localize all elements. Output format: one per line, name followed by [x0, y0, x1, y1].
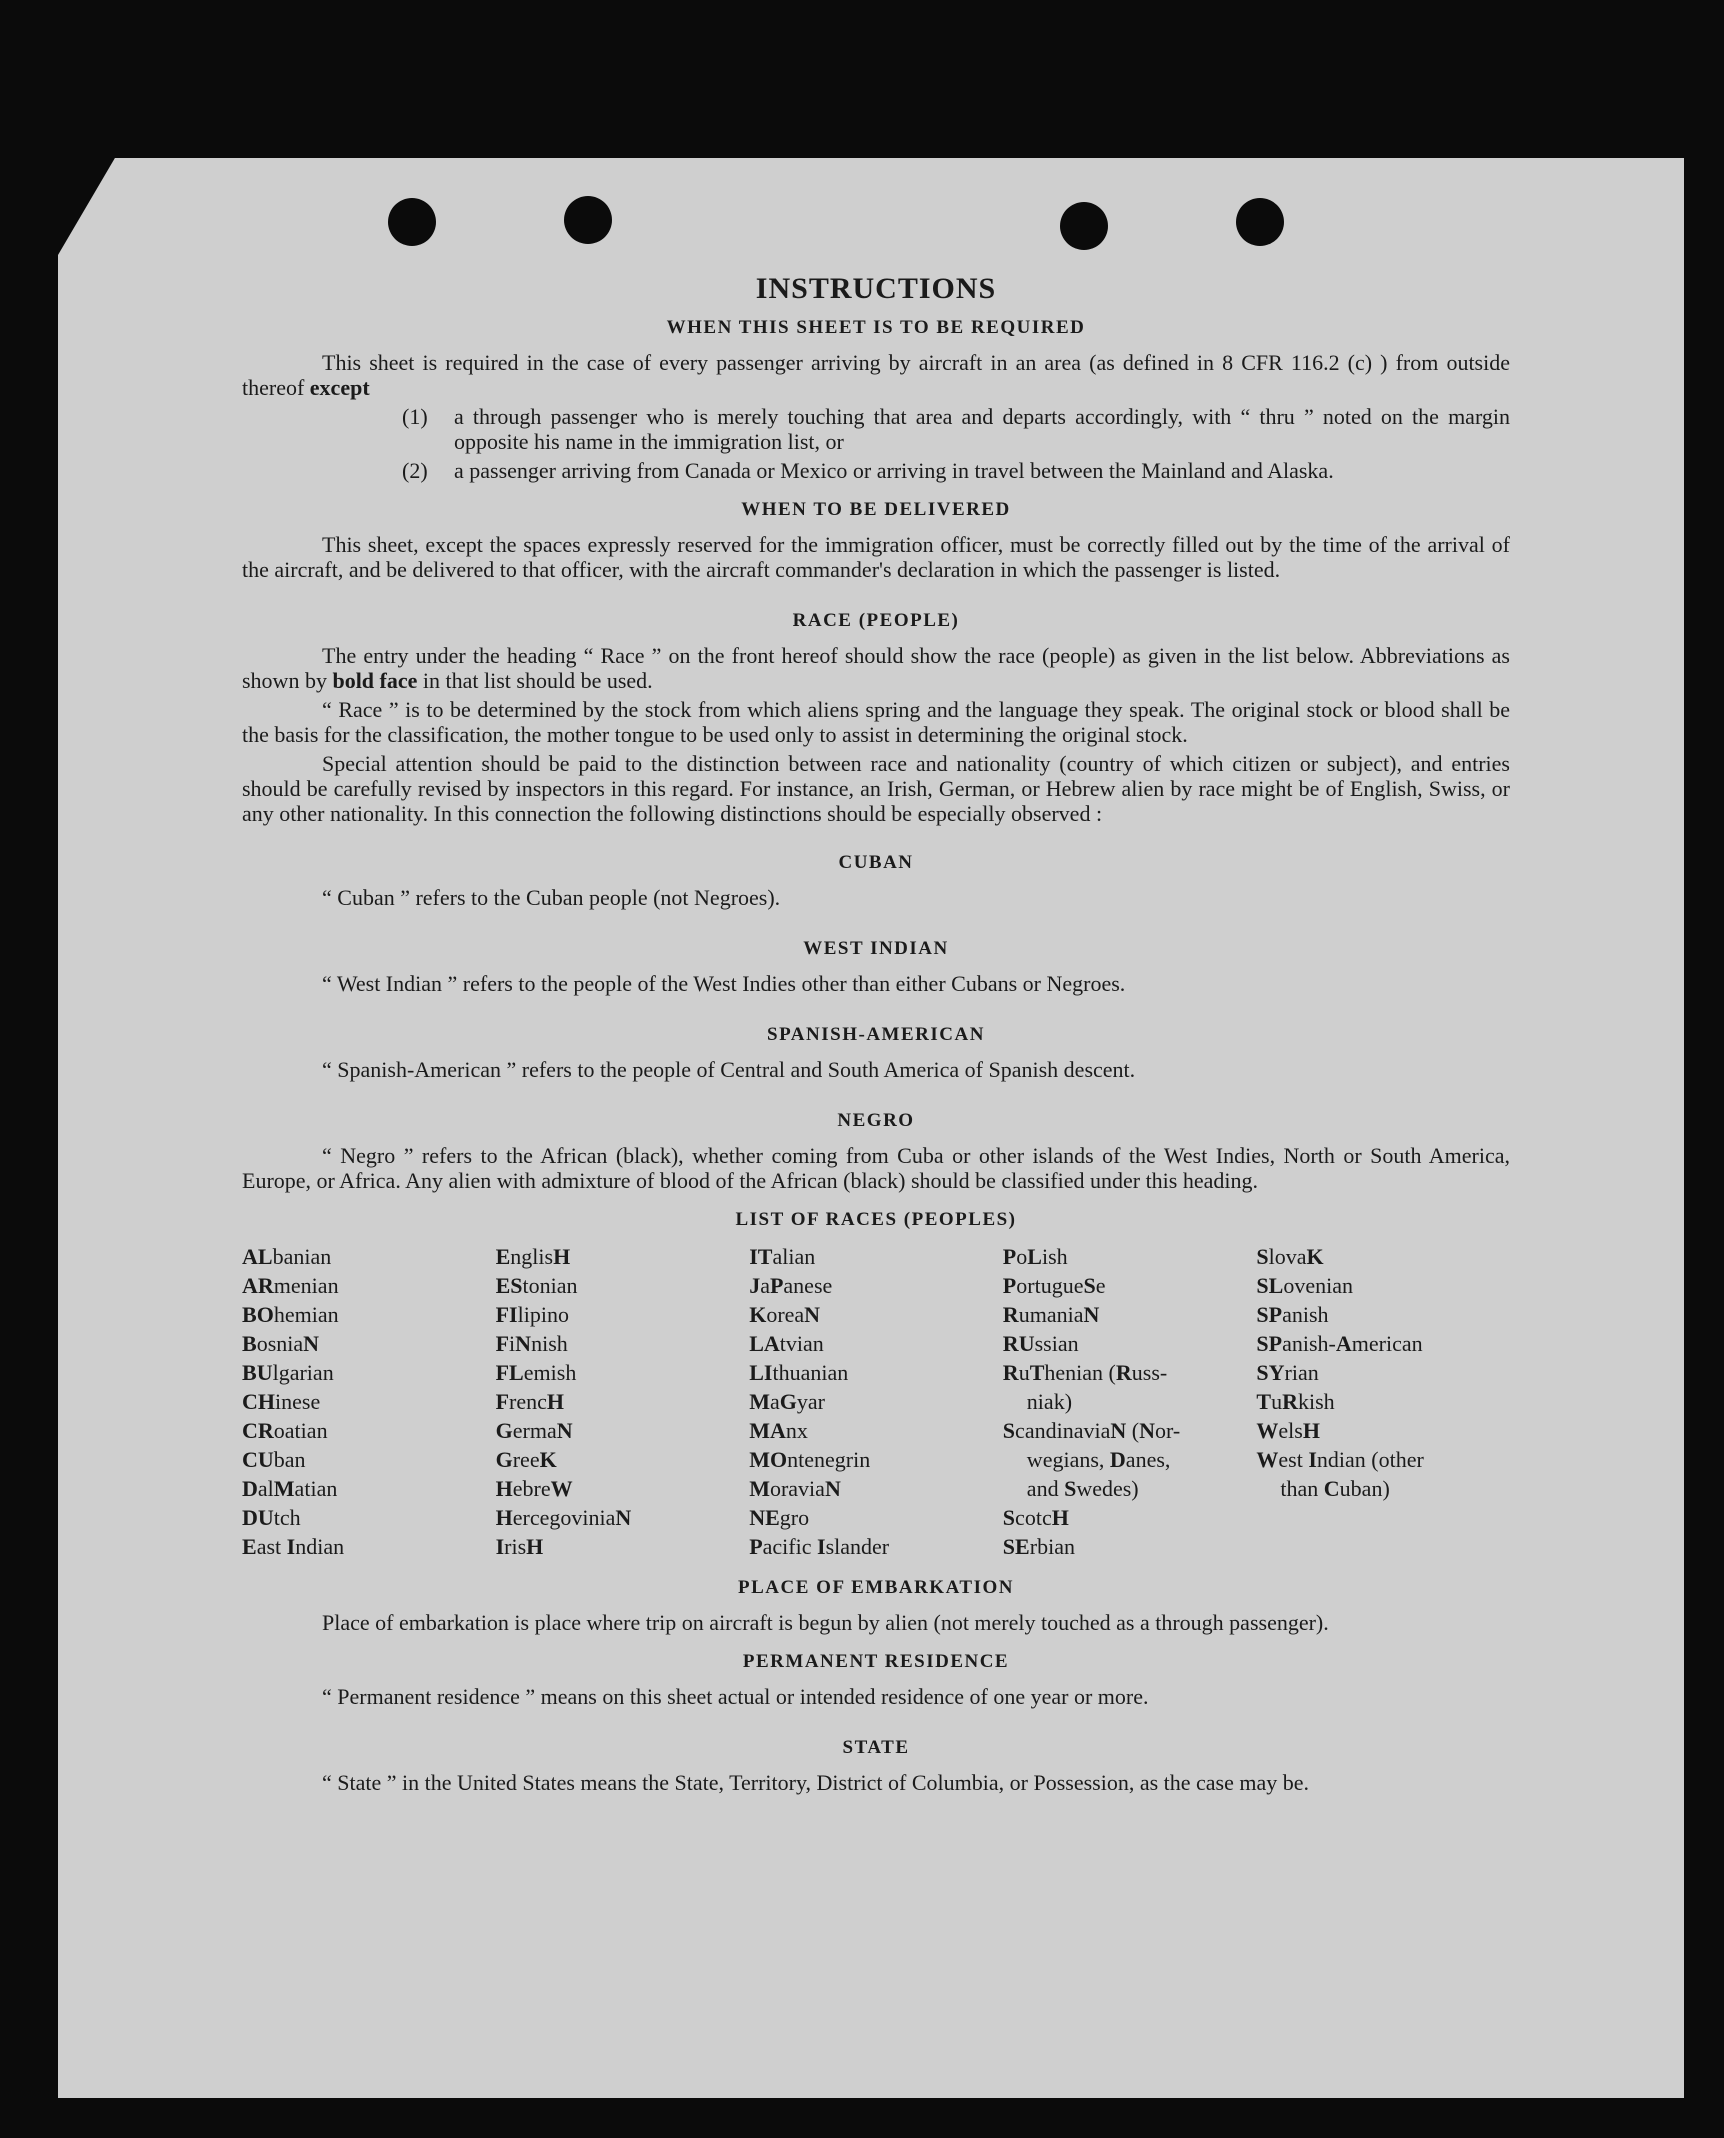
required-intro-text: This sheet is required in the case of every passenger arriving by aircraft in an area (as defined in 8 CFR 116.2 (c) ) from outside thereof: [242, 350, 1510, 400]
permanent-heading: PERMANENT RESIDENCE: [742, 1651, 1010, 1672]
punch-hole: [1060, 202, 1108, 250]
race-entry: ITalian: [749, 1244, 816, 1269]
negro-heading: NEGRO: [837, 1110, 915, 1131]
required-intro: [242, 350, 1510, 400]
race-entry: FiNnish: [495, 1331, 568, 1356]
race-entry: GermaN: [495, 1418, 573, 1443]
required-intro-bold: except: [309, 375, 370, 400]
race-heading: RACE (PEOPLE): [792, 610, 960, 631]
race-entry: ALbanian: [242, 1244, 332, 1269]
race-entry: BosniaN: [242, 1331, 320, 1356]
race-entry: LIthuanian: [749, 1360, 849, 1385]
race-entry: MoraviaN: [749, 1476, 841, 1501]
races-column: [242, 1242, 496, 1561]
race-entry: CRoatian: [242, 1418, 328, 1443]
embarkation-text: Place of embarkation is place where trip on aircraft is begun by alien (not merely touched as a through passenger).: [322, 1610, 1329, 1635]
punch-hole: [388, 198, 436, 246]
races-column: [1256, 1242, 1510, 1561]
delivered-text: This sheet, except the spaces expressly reserved for the immigration officer, must be correctly filled out by the time of the arrival of the aircraft, and be delivered to that officer, with the aircraft commander's declaration in which the passenger is listed.: [242, 532, 1510, 582]
race-entry: PoLish: [1002, 1244, 1068, 1269]
race-entry: BUlgarian: [242, 1360, 334, 1385]
race-p1-bold: bold face: [332, 668, 418, 693]
race-entry: NEgro: [749, 1505, 810, 1530]
race-entry: LAtvian: [749, 1331, 824, 1356]
race-entry: CHinese: [242, 1389, 321, 1414]
race-entry: SErbian: [1002, 1534, 1075, 1559]
punch-hole: [564, 196, 612, 244]
race-entry: East Indian: [242, 1534, 345, 1559]
race-entry: FrencH: [495, 1389, 565, 1414]
instructions-content: [242, 272, 1510, 1795]
race-entry: SlovaK: [1256, 1244, 1324, 1269]
permanent-text: “ Permanent residence ” means on this sheet actual or intended residence of one year or more.: [322, 1684, 1149, 1709]
race-entry: MOntenegrin: [749, 1447, 871, 1472]
race-entry: PortugueSe: [1002, 1273, 1106, 1298]
delivered-heading: WHEN TO BE DELIVERED: [741, 499, 1011, 520]
race-entry: than Cuban): [1280, 1476, 1390, 1501]
race-entry: SPanish: [1256, 1302, 1329, 1327]
race-entry: JaPanese: [749, 1273, 833, 1298]
punch-hole: [1236, 198, 1284, 246]
item-number: (2): [402, 458, 428, 483]
races-column: [1003, 1242, 1257, 1561]
race-entry: TuRkish: [1256, 1389, 1335, 1414]
state-text: “ State ” in the United States means the State, Territory, District of Columbia, or Possession, as the case may be.: [322, 1770, 1310, 1795]
race-entry: KoreaN: [749, 1302, 821, 1327]
state-heading: STATE: [842, 1737, 910, 1758]
race-entry: HercegoviniaN: [495, 1505, 632, 1530]
race-entry: HebreW: [495, 1476, 573, 1501]
race-entry: RUssian: [1002, 1331, 1079, 1356]
required-item: [402, 458, 1510, 483]
item-text: a passenger arriving from Canada or Mexico or arriving in travel between the Mainland and Alaska.: [454, 458, 1334, 483]
item-number: (1): [402, 404, 428, 429]
west-indian-heading: WEST INDIAN: [803, 938, 949, 959]
race-entry: RumaniaN: [1002, 1302, 1100, 1327]
race-entry: niak): [1026, 1389, 1073, 1414]
race-entry: RuThenian (Russ-: [1002, 1360, 1168, 1385]
race-entry: and Swedes): [1026, 1476, 1139, 1501]
race-entry: West Indian (other: [1256, 1447, 1424, 1472]
race-entry: DalMatian: [242, 1476, 338, 1501]
race-entry: WelsH: [1256, 1418, 1320, 1443]
race-entry: SPanish-American: [1256, 1331, 1423, 1356]
negro-text: “ Negro ” refers to the African (black), whether coming from Cuba or other islands of the West Indies, North or South America, Europe, or Africa. Any alien with admixture of blood of the African (black) should be classified under this heading.: [242, 1143, 1510, 1193]
races-column: [749, 1242, 1003, 1561]
race-entry: GreeK: [495, 1447, 557, 1472]
required-heading: WHEN THIS SHEET IS TO BE REQUIRED: [666, 317, 1086, 338]
page-title: INSTRUCTIONS: [755, 272, 997, 305]
item-text: a through passenger who is merely touching that area and departs accordingly, with “ thru ” noted on the margin opposite his name in the immigration list, or: [454, 404, 1510, 454]
race-entry: FIlipino: [495, 1302, 569, 1327]
race-entry: MAnx: [749, 1418, 808, 1443]
west-indian-text: “ West Indian ” refers to the people of the West Indies other than either Cubans or Negroes.: [322, 971, 1126, 996]
race-entry: wegians, Danes,: [1026, 1447, 1171, 1472]
cuban-heading: CUBAN: [838, 852, 914, 873]
race-entry: ARmenian: [242, 1273, 339, 1298]
race-entry: SYrian: [1256, 1360, 1319, 1385]
race-p1-text-end: in that list should be used.: [422, 668, 653, 693]
cuban-text: “ Cuban ” refers to the Cuban people (not Negroes).: [322, 885, 781, 910]
race-entry: ScotcH: [1002, 1505, 1069, 1530]
spanish-american-heading: SPANISH-AMERICAN: [767, 1024, 985, 1045]
race-entry: ScandinaviaN (Nor-: [1002, 1418, 1181, 1443]
race-entry: EStonian: [495, 1273, 578, 1298]
race-entry: SLovenian: [1256, 1273, 1353, 1298]
races-column: [496, 1242, 750, 1561]
race-paragraph-2: “ Race ” is to be determined by the stock from which aliens spring and the language they speak. The original stock or blood shall be the basis for the classification, the mother tongue to be used only to assist in determining the original stock.: [242, 697, 1510, 747]
races-list: [242, 1242, 1510, 1561]
race-entry: BOhemian: [242, 1302, 339, 1327]
race-entry: Pacific Islander: [749, 1534, 890, 1559]
race-paragraph-1: [242, 643, 1510, 693]
embarkation-heading: PLACE OF EMBARKATION: [738, 1577, 1014, 1598]
race-entry: CUban: [242, 1447, 306, 1472]
spanish-american-text: “ Spanish-American ” refers to the people of Central and South America of Spanish descent.: [322, 1057, 1136, 1082]
race-entry: EnglisH: [495, 1244, 571, 1269]
race-paragraph-3: Special attention should be paid to the distinction between race and nationality (country of which citizen or subject), and entries should be carefully revised by inspectors in this regard. For instance, an Irish, German, or Hebrew alien by race might be of English, Swiss, or any other nationality. In this connection the following distinctions should be especially observed :: [242, 751, 1510, 826]
race-p1-text: The entry under the heading “ Race ” on the front hereof should show the race (people) as given in the list below. Abbreviations as shown by: [242, 643, 1510, 693]
race-entry: FLemish: [495, 1360, 577, 1385]
races-list-heading: LIST OF RACES (PEOPLES): [735, 1209, 1017, 1230]
required-item: [402, 404, 1510, 454]
race-entry: MaGyar: [749, 1389, 825, 1414]
race-entry: DUtch: [242, 1505, 301, 1530]
race-entry: IrisH: [495, 1534, 544, 1559]
